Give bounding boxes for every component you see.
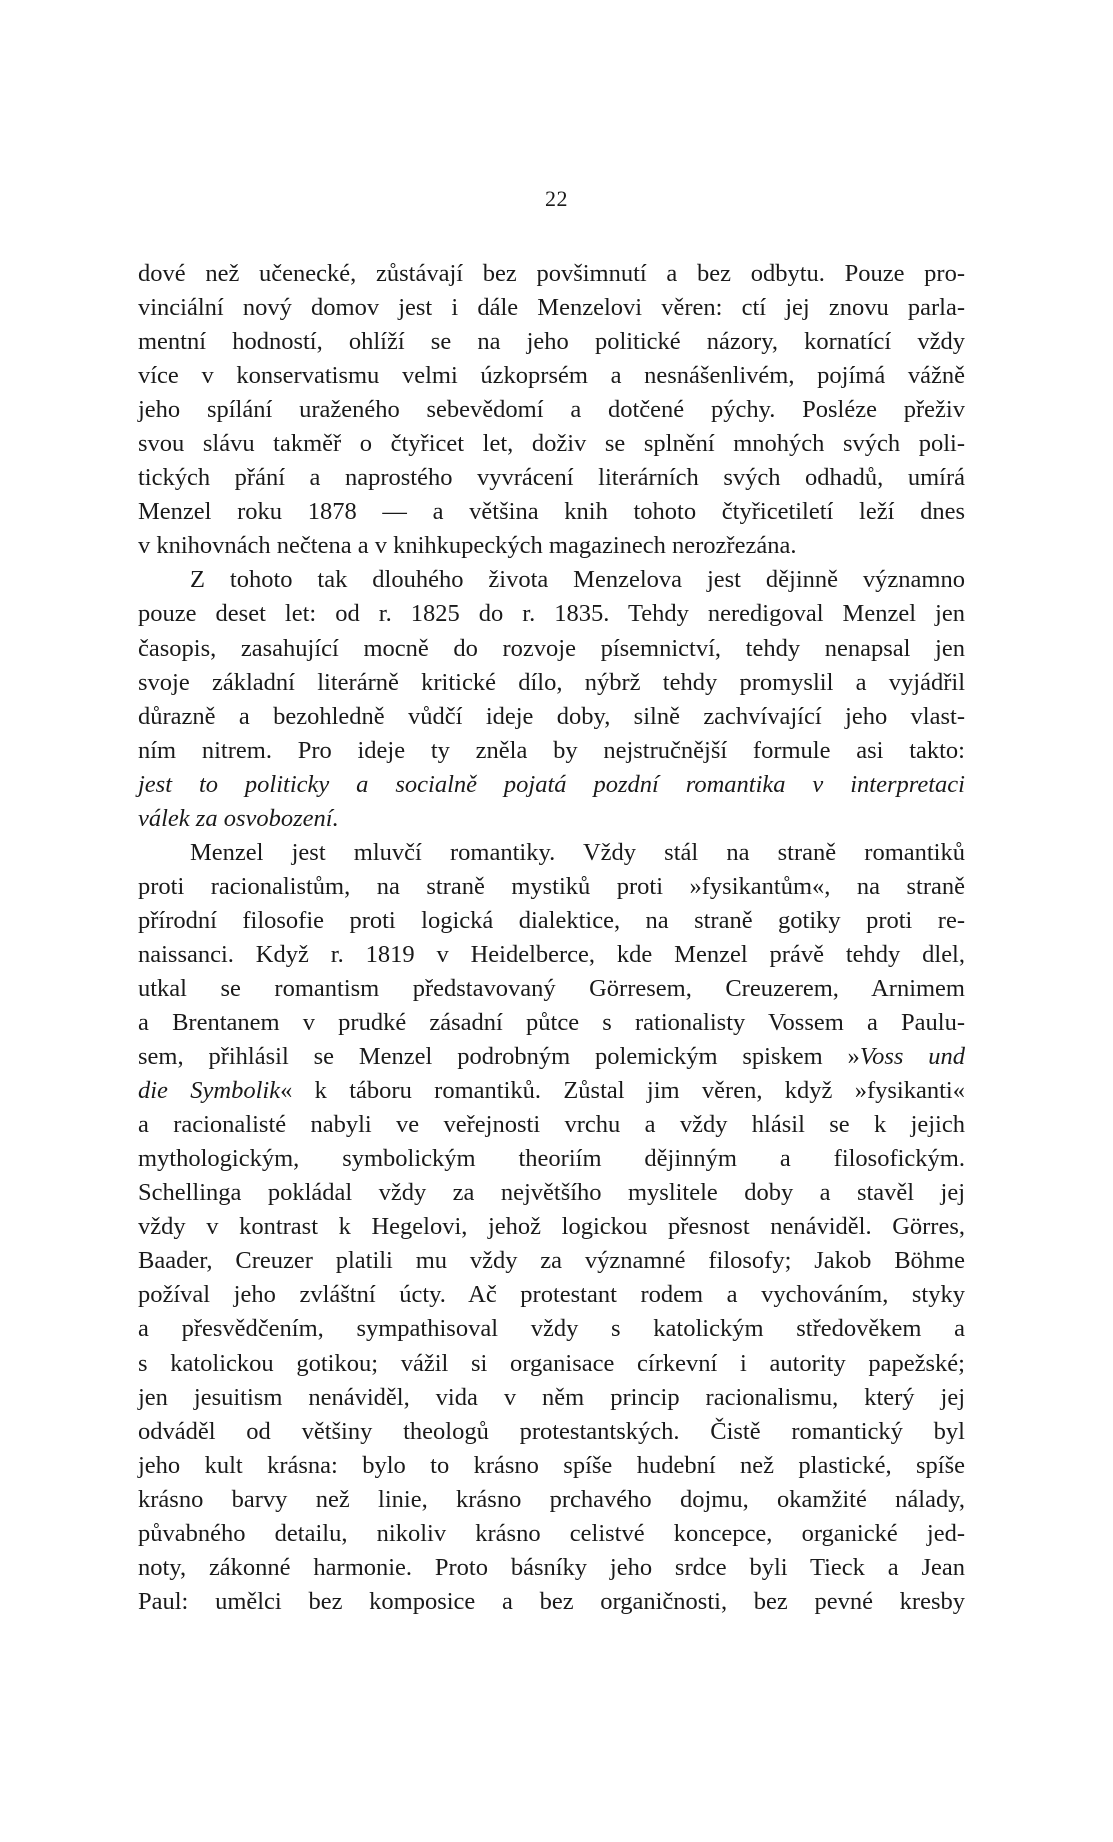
- text-line: [138, 325, 965, 359]
- text-line: [138, 1142, 965, 1176]
- italic-run: die Symbolik: [138, 1077, 281, 1105]
- text-run: a Brentanem v prudké zásadní půtce s rationalisty Vossem a Paulu-: [138, 1009, 965, 1037]
- text-line: [138, 1108, 965, 1142]
- italic-run: Voss und: [859, 1043, 965, 1071]
- text-run: přírodní filosofie proti logická dialektice, na straně gotiky proti re-: [138, 906, 965, 934]
- text-line: [138, 563, 965, 597]
- text-line: [138, 359, 965, 393]
- text-line: [138, 1040, 965, 1074]
- text-run: mentní hodností, ohlíží se na jeho politické názory, kornatící vždy: [138, 328, 965, 356]
- italic-run: válek za osvobození.: [138, 804, 339, 832]
- text-run: požíval jeho zvláštní úcty. Ač protestant rodem a vychováním, styky: [138, 1281, 965, 1309]
- text-run: a racionalisté nabyli ve veřejnosti vrchu a vždy hlásil se k jejich: [138, 1111, 965, 1139]
- text-line: [138, 1415, 965, 1449]
- text-run: odváděl od většiny theologů protestantských. Čistě romantický byl: [138, 1417, 965, 1445]
- text-run: naissanci. Když r. 1819 v Heidelberce, kde Menzel právě tehdy dlel,: [138, 940, 965, 968]
- text-run: Baader, Creuzer platili mu vždy za významné filosofy; Jakob Böhme: [138, 1247, 965, 1275]
- text-run: pouze deset let: od r. 1825 do r. 1835. Tehdy neredigoval Menzel jen: [138, 600, 965, 628]
- text-line: [138, 1006, 965, 1040]
- text-line: [138, 972, 965, 1006]
- text-line: [138, 1483, 965, 1517]
- page-number: 22: [545, 186, 568, 211]
- text-run: « k táboru romantiků. Zůstal jim věren, když »fysikanti«: [280, 1077, 965, 1105]
- text-line: [138, 1585, 965, 1619]
- text-run: Z tohoto tak dlouhého života Menzelova jest dějinně významno: [190, 566, 965, 594]
- text-run: svoje základní literárně kritické dílo, nýbrž tehdy promyslil a vyjádřil: [138, 668, 965, 696]
- text-run: krásno barvy než linie, krásno prchavého dojmu, okamžité nálady,: [138, 1485, 965, 1513]
- text-line: [138, 1244, 965, 1278]
- text-line: [138, 1517, 965, 1551]
- text-run: mythologickým, symbolickým theoriím dějinným a filosofickým.: [138, 1145, 965, 1173]
- text-run: svou slávu takměř o čtyřicet let, doživ se splnění mnohých svých poli-: [138, 430, 965, 458]
- text-line: [138, 393, 965, 427]
- text-line: [138, 768, 965, 802]
- text-line: [138, 870, 965, 904]
- text-run: jen jesuitism nenáviděl, vida v něm princip racionalismu, který jej: [138, 1383, 965, 1411]
- text-run: Menzel roku 1878 — a většina knih tohoto čtyřicetiletí leží dnes: [138, 498, 965, 526]
- text-run: s katolickou gotikou; vážil si organisace církevní i autority papežské;: [138, 1349, 965, 1377]
- text-run: tických přání a naprostého vyvrácení literárních svých odhadů, umírá: [138, 464, 965, 492]
- text-line: [138, 700, 965, 734]
- text-line: [138, 1176, 965, 1210]
- text-run: sem, přihlásil se Menzel podrobným polemickým spiskem »: [138, 1043, 860, 1071]
- text-line: [138, 1210, 965, 1244]
- text-line: [138, 632, 965, 666]
- text-line: [138, 836, 965, 870]
- text-run: více v konservatismu velmi úzkoprsém a nesnášenlivém, pojímá vážně: [138, 362, 965, 390]
- text-line: [138, 802, 965, 836]
- text-run: utkal se romantism představovaný Görresem, Creuzerem, Arnimem: [138, 974, 965, 1002]
- text-line: [138, 257, 965, 291]
- text-run: v knihovnách nečtena a v knihkupeckých magazinech nerozřezána.: [138, 532, 797, 560]
- text-line: [138, 529, 965, 563]
- text-line: [138, 1278, 965, 1312]
- text-line: [138, 291, 965, 325]
- text-run: ním nitrem. Pro ideje ty zněla by nejstručnější formule asi takto:: [138, 736, 965, 764]
- text-line: [138, 734, 965, 768]
- text-run: důrazně a bezohledně vůdčí ideje doby, silně zachvívající jeho vlast-: [138, 702, 965, 730]
- body-text: [138, 257, 965, 1619]
- text-line: [138, 1449, 965, 1483]
- text-line: [138, 1312, 965, 1346]
- text-run: Paul: umělci bez komposice a bez organičnosti, bez pevné kresby: [138, 1587, 965, 1615]
- text-run: jeho spílání uraženého sebevědomí a dotčené pýchy. Posléze přeživ: [138, 396, 965, 424]
- text-run: půvabného detailu, nikoliv krásno celistvé koncepce, organické jed-: [138, 1519, 965, 1547]
- text-line: [138, 597, 965, 631]
- text-line: [138, 427, 965, 461]
- text-line: [138, 1074, 965, 1108]
- text-run: Schellinga pokládal vždy za největšího myslitele doby a stavěl jej: [138, 1179, 965, 1207]
- text-run: proti racionalistům, na straně mystiků proti »fysikantům«, na straně: [138, 872, 965, 900]
- italic-run: jest to politicky a socialně pojatá pozdní romantika v interpretaci: [138, 770, 965, 798]
- text-run: časopis, zasahující mocně do rozvoje písemnictví, tehdy nenapsal jen: [138, 634, 965, 662]
- text-line: [138, 461, 965, 495]
- text-run: noty, zákonné harmonie. Proto básníky jeho srdce byli Tieck a Jean: [138, 1553, 965, 1581]
- text-line: [138, 938, 965, 972]
- text-line: [138, 495, 965, 529]
- text-line: [138, 1347, 965, 1381]
- text-line: [138, 1551, 965, 1585]
- text-line: [138, 666, 965, 700]
- text-run: a přesvědčením, sympathisoval vždy s katolickým středověkem a: [138, 1315, 965, 1343]
- text-run: Menzel jest mluvčí romantiky. Vždy stál na straně romantiků: [190, 838, 965, 866]
- text-line: [138, 1381, 965, 1415]
- text-run: vždy v kontrast k Hegelovi, jehož logickou přesnost nenáviděl. Görres,: [138, 1213, 965, 1241]
- text-run: vinciální nový domov jest i dále Menzelovi věren: ctí jej znovu parla-: [138, 294, 965, 322]
- text-run: dové než učenecké, zůstávají bez povšimnutí a bez odbytu. Pouze pro-: [138, 260, 965, 287]
- text-line: [138, 904, 965, 938]
- text-run: jeho kult krásna: bylo to krásno spíše hudební než plastické, spíše: [138, 1451, 965, 1479]
